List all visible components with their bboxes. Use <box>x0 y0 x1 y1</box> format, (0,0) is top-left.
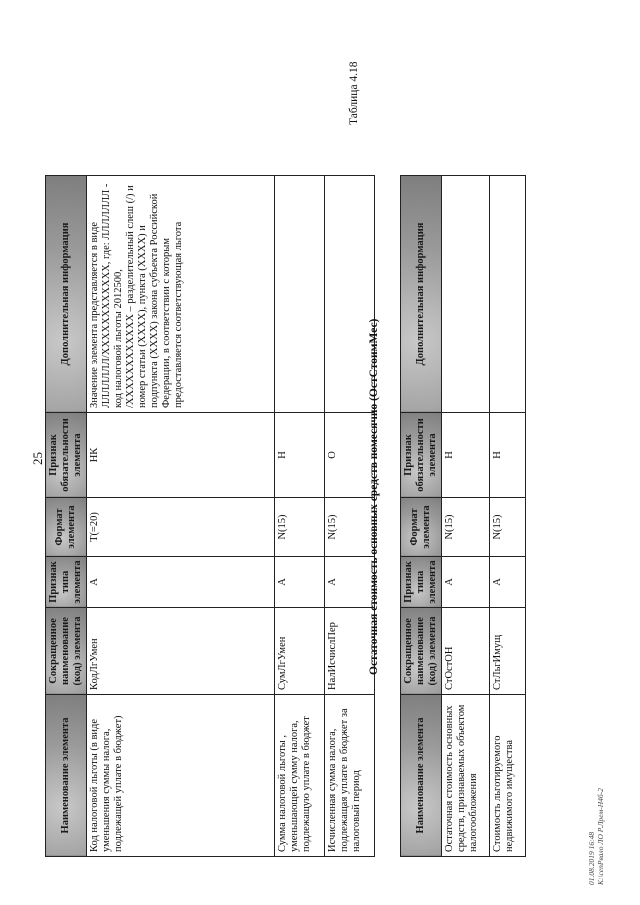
cell-required: О <box>325 413 375 498</box>
col-header-required: Признак обязательности элемента <box>46 413 87 498</box>
cell-code: СтЛьгИмущ <box>490 608 526 695</box>
footer-line: 01.08.2019 16:48 <box>587 831 596 885</box>
cell-name: Исчисленная сумма налога, подлежащая уплате в бюджет за налоговый период <box>325 695 375 857</box>
cell-type: А <box>325 557 375 608</box>
elements-table-1 <box>45 175 375 857</box>
table-row <box>490 176 526 857</box>
table-row <box>275 176 325 857</box>
col-header-required: Признак обязательности элемента <box>401 413 442 498</box>
table-title: Остаточная стоимость основных средств помесячно (ОстСтоимМес) <box>368 318 380 675</box>
col-header-name: Наименование элемента <box>401 695 442 857</box>
col-header-format: Формат элемента <box>401 498 442 557</box>
col-header-type: Признак типа элемента <box>401 557 442 608</box>
cell-name: Стоимость льготируемого недвижимого имущества <box>490 695 526 857</box>
cell-name: Остаточная стоимость основных средств, признаваемых объектом налогообложения <box>442 695 490 857</box>
cell-required: Н <box>490 413 526 498</box>
table-header-row <box>401 176 442 857</box>
cell-name: Код налоговой льготы (в виде уменьшения суммы налога, подлежащей уплате в бюджет) <box>87 695 275 857</box>
cell-type: А <box>490 557 526 608</box>
col-header-code: Сокращенное наименование (код) элемента <box>401 608 442 695</box>
col-header-code: Сокращенное наименование (код) элемента <box>46 608 87 695</box>
cell-code: НалИсчислПер <box>325 608 375 695</box>
cell-code: СтОстОН <box>442 608 490 695</box>
col-header-info: Дополнительная информация <box>46 176 87 413</box>
cell-info <box>490 176 526 413</box>
cell-code: СумЛгУмен <box>275 608 325 695</box>
table-row <box>325 176 375 857</box>
cell-type: А <box>442 557 490 608</box>
cell-format: N(15) <box>490 498 526 557</box>
cell-info <box>275 176 325 413</box>
footer-line: К:\сепРвало ЛО Р.Лрем-Н4б-2 <box>596 788 605 885</box>
cell-name: Сумма налоговой льготы , уменьшающей сумму налога, подлежащую уплате в бюджет <box>275 695 325 857</box>
cell-required: Н <box>442 413 490 498</box>
col-header-format: Формат элемента <box>46 498 87 557</box>
cell-required: НК <box>87 413 275 498</box>
page-number: 25 <box>30 452 45 465</box>
col-header-name: Наименование элемента <box>46 695 87 857</box>
document-footer <box>587 788 605 885</box>
cell-required: Н <box>275 413 325 498</box>
table-row <box>442 176 490 857</box>
elements-table-2 <box>400 175 526 857</box>
cell-code: КодЛгУмен <box>87 608 275 695</box>
cell-format: N(15) <box>325 498 375 557</box>
cell-info <box>325 176 375 413</box>
col-header-info: Дополнительная информация <box>401 176 442 413</box>
cell-type: А <box>87 557 275 608</box>
cell-format: N(15) <box>442 498 490 557</box>
table-header-row <box>46 176 87 857</box>
table-number: Таблица 4.18 <box>348 61 360 125</box>
cell-info: Значение элемента представляется в виде ЛЛЛЛЛЛЛ/ХХХХХХХХХХХХ, где: ЛЛЛЛЛЛЛ - код налоговой льготы 2012500, /XXXXXXXXXXXX – разделительный слеш (/) и номер статьи (XXXX), пункта (XXXX) и подпункта (XXXX) закона субъекта Российской Федерации, в соответствии с которым предоставляется соответствующая льгота <box>87 176 275 413</box>
cell-info <box>442 176 490 413</box>
col-header-type: Признак типа элемента <box>46 557 87 608</box>
cell-format: N(15) <box>275 498 325 557</box>
cell-format: T(=20) <box>87 498 275 557</box>
table-row <box>87 176 275 857</box>
cell-type: А <box>275 557 325 608</box>
